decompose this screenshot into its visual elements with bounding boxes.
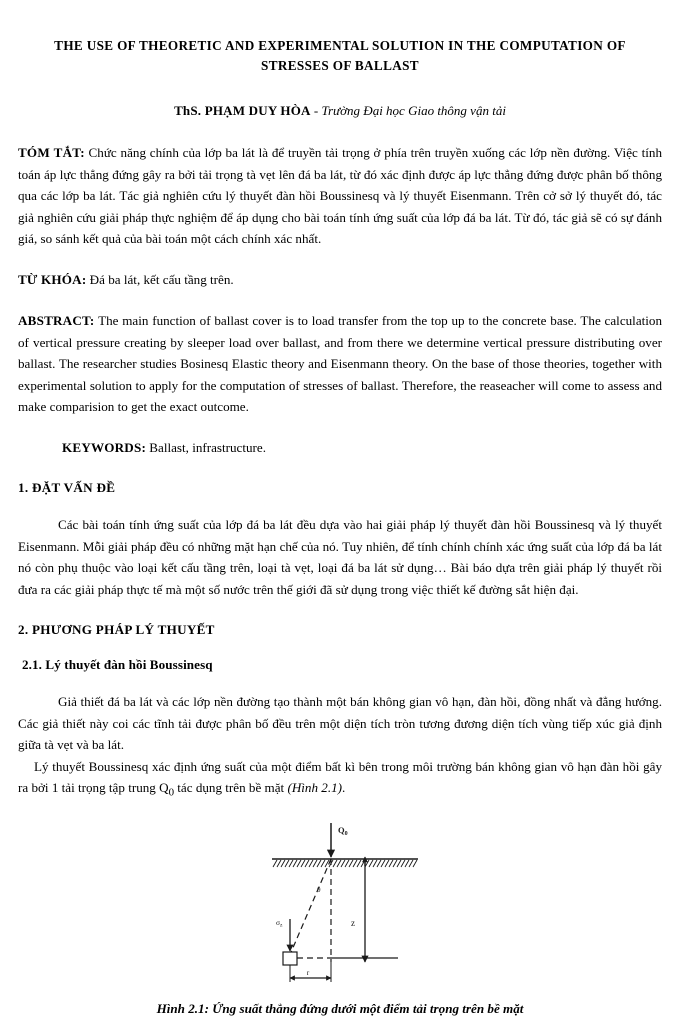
abstract-vietnamese-text: Chức năng chính của lớp ba lát là để truyền tải trọng ở phía trên truyền xuống các lớp nền đường. Việc tính toán áp lực thẳng đứng gây ra bởi tải trọng tà vẹt lên đá ba lát, từ đó xác định được áp lực thẳng đứng được phân bố thông qua các lớp ba lát. Tác giả nghiên cứu lý thuyết đàn hồi Boussinesq và lý thuyết Eisenmann. Trên cở sở lý thuyết đó, tác giả nghiên cứu giải pháp thực nghiệm để áp dụng cho bài toán tính ứng suất của lớp đá ba lát. Từ đó, tác giả sẽ có sự đánh giá, so sánh kết quả của bài toán một cách chính xác nhất. xyxy=(18,145,662,246)
radius-label: r xyxy=(306,968,310,978)
figure-2-1-diagram xyxy=(18,821,662,989)
figure-caption: Hình 2.1: Ứng suất thẳng đứng dưới một điểm tải trọng trên bề mặt xyxy=(156,1001,524,1017)
subsection-heading-2-1: 2.1. Lý thuyết đàn hồi Boussinesq xyxy=(22,657,213,672)
keywords-vietnamese-text: Đá ba lát, kết cấu tầng trên. xyxy=(86,271,234,287)
abstract-vietnamese xyxy=(18,142,662,250)
load-subscript: 0 xyxy=(168,786,175,799)
paragraph-text-before: Lý thuyết Boussinesq xác định ứng suất của một điểm bất kì bên trong môi trường bán không gian vô hạn đàn hồi gây ra bởi 1 tải trọng tập trung Q xyxy=(18,758,662,795)
paragraph-text-middle: tác dụng trên bề mặt xyxy=(174,780,288,795)
author-affiliation: Trường Đại học Giao thông vận tải xyxy=(321,103,506,118)
abstract-english-text: The main function of ballast cover is to load transfer from the top up to the concrete base. The calculation of vertical pressure creating by sleeper load over ballast, and from there we determine vertical pressure distributing over ballast. The researcher studies Bosinesq Elastic theory and Eisenmann theory. On the base of those theories, together with experimental solution to apply for the computation of stresses of ballast. Therefore, the reaseacher will come to assess and make comparision to get the exact outcome. xyxy=(18,313,662,414)
abstract-vietnamese-label: TÓM TẮT: xyxy=(18,145,85,160)
section-heading-1: 1. ĐẶT VẤN ĐỀ xyxy=(18,480,116,495)
byline-separator: - xyxy=(310,103,322,118)
keywords-english-label: KEYWORDS: xyxy=(62,439,147,455)
depth-label: z xyxy=(351,918,355,929)
keywords-vietnamese-label: TỪ KHÓA: xyxy=(18,271,87,287)
section-2-1-paragraph-2 xyxy=(18,756,662,805)
figure-reference: (Hình 2.1) xyxy=(287,780,343,795)
byline xyxy=(18,103,662,119)
author-name: ThS. PHẠM DUY HÒA xyxy=(174,103,311,118)
paragraph-text-after: . xyxy=(342,780,346,795)
angle-label: θ xyxy=(317,885,321,895)
keywords-english xyxy=(18,437,662,459)
abstract-english xyxy=(18,310,662,418)
stress-label: $\sigma_z$ xyxy=(276,918,283,929)
section-heading-2: 2. PHƯƠNG PHÁP LÝ THUYẾT xyxy=(18,622,215,637)
keywords-english-text: Ballast, infrastructure. xyxy=(146,439,267,455)
section-1-paragraph: Các bài toán tính ứng suất của lớp đá ba lát đều dựa vào hai giải pháp lý thuyết đàn hồi Boussinesq và lý thuyết Eisenmann. Mỗi giải pháp đều có những mặt hạn chế của nó. Tuy nhiên, để tính chính chính xác ứng suất của lớp đá ba lát nó còn phụ thuộc vào loại kết cấu tầng trên, loại tà vẹt, loại đá ba lát sử dụng… Bài báo dựa trên giải pháp lý thuyết rồi đưa ra các giải pháp thực tế mà một số nước trên thế giới đã sử dụng trong việc thiết kế đường sắt hiện đại. xyxy=(18,517,662,597)
dashed-ray xyxy=(289,859,331,957)
figure-2-1 xyxy=(18,821,662,1017)
ground-hatching xyxy=(273,860,417,867)
load-label: $Q_0$ xyxy=(338,825,348,838)
keywords-vietnamese xyxy=(18,269,662,291)
page-title: THE USE OF THEORETIC AND EXPERIMENTAL SOLUTION IN THE COMPUTATION OF STRESSES OF BALLAST xyxy=(54,38,626,73)
stress-element-square xyxy=(283,952,297,965)
section-2-1-paragraph-1: Giả thiết đá ba lát và các lớp nền đường tạo thành một bán không gian vô hạn, đàn hồi, đồng nhất và đẳng hướng. Các giả thiết này coi các tĩnh tải được phân bố đều trên một diện tích tròn tương đương diện tích vùng tiếp xúc giả định giữa tà vẹt và ba lát. xyxy=(18,694,662,752)
abstract-english-label: ABSTRACT: xyxy=(18,313,95,328)
